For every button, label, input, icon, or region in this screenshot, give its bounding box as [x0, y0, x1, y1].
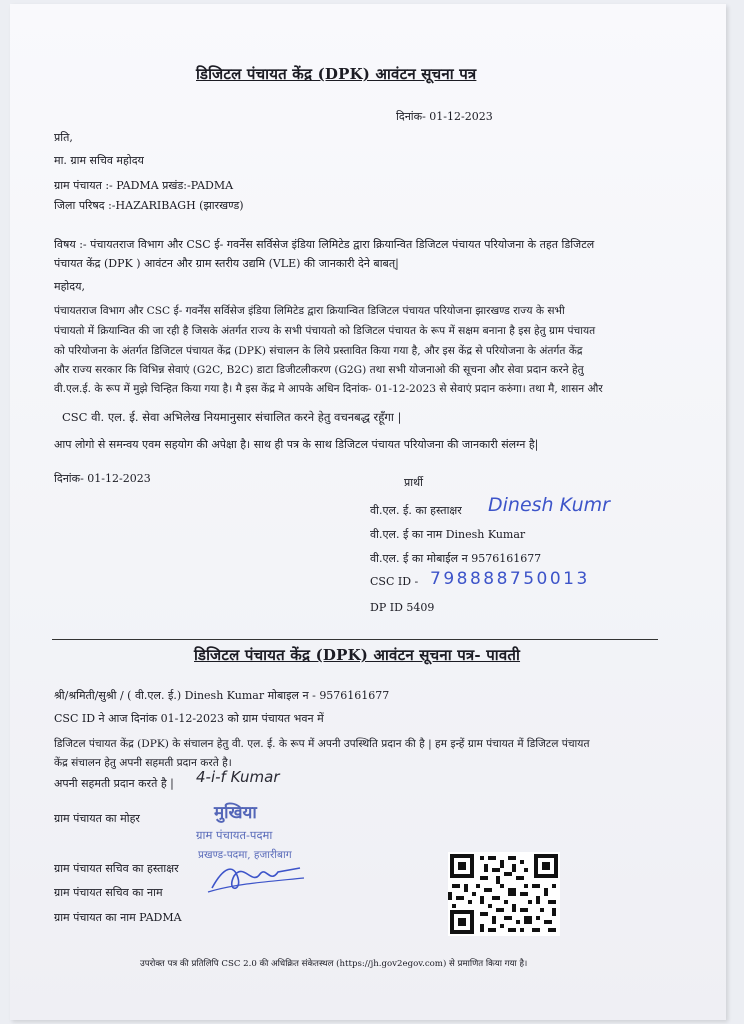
subject-line-2: पंचायत केंद्र (DPK ) आवंटन और ग्राम स्तरीय उद्यमि (VLE) की जानकारी देने बाबत्|: [54, 257, 399, 270]
body-line-3: को परियोजना के अंतर्गत डिजिटल पंचायत केंद्र (DPK) संचालन के लिये प्रस्तावित किया गया है, और इस केंद्र से परियोजना के अंतर्गत केंद्र: [54, 345, 583, 357]
notice-date: दिनांक- 01-12-2023: [396, 110, 493, 123]
dp-id-line: DP ID 5409: [370, 601, 435, 614]
vle-mobile-line: वी.एल. ई का मोबाईल न 9576161677: [370, 552, 542, 565]
prati-label: प्रति,: [54, 131, 73, 144]
consent-line: अपनी सहमती प्रदान करते है |: [54, 777, 174, 790]
salutation: महोदय,: [54, 280, 85, 293]
receipt-title: डिजिटल पंचायत केंद्र (DPK) आवंटन सूचना पत्र- पावती: [194, 646, 521, 664]
receipt-person-line: श्री/श्रमिती/सुश्री / ( वी.एल. ई.) Dinesh Kumar मोबाइल न - 9576161677: [54, 689, 390, 702]
panchayat-line: ग्राम पंचायत :- PADMA प्रखंड:-PADMA: [54, 179, 234, 192]
body-line-4: और राज्य सरकार कि विभिन्न सेवाएं (G2C, B2C) डाटा डिजीटलीकरण (G2G) तथा सभी योजनाओ की सूचना और सेवा प्रदान करने हेतु: [54, 364, 584, 376]
vle-signature-label: वी.एल. ई. का हस्ताक्षर: [370, 504, 462, 517]
applicant-label: प्रार्थी: [404, 476, 423, 489]
addressee: मा. ग्राम सचिव महोदय: [54, 154, 144, 167]
csc-id-label: CSC ID -: [370, 575, 419, 588]
request-line: आप लोगो से समन्वय एवम सहयोग की अपेक्षा है। साथ ही पत्र के साथ डिजिटल पंचायत परियोजना की जानकारी संलग्न है|: [54, 438, 539, 451]
body-line-2: पंचायतो में क्रियान्वित की जा रही है जिसके अंतर्गत राज्य के सभी पंचायतो को डिजिटल पंचायत के रूप में सक्षम बनाना है इस हेतु ग्राम पंचायत: [54, 325, 596, 337]
seal-label: ग्राम पंचायत का मोहर: [54, 812, 140, 825]
body-line-5: वी.एल.ई. के रूप में मुझे चिन्हित किया गया है। मै इस केंद्र मे आपके अधिन दिनांक- 01-12-2023 से सेवाएं प्रदान करुंगा। तथा मै, शासन और: [54, 383, 603, 395]
subject-line-1: विषय :- पंचायतराज विभाग और CSC ई- गवर्नेंस सर्विसेज इंडिया लिमिटेड द्वारा क्रियान्वित डिजिटल पंचायत परियोजना के तहत डिजिटल: [54, 238, 595, 251]
receipt-csc-line: CSC ID ने आज दिनांक 01-12-2023 को ग्राम पंचायत भवन में: [54, 712, 324, 725]
section-divider: [52, 639, 658, 640]
panchayat-name-line: ग्राम पंचायत का नाम PADMA: [54, 911, 182, 924]
stamp-line-1: ग्राम पंचायत-पदमा: [196, 828, 273, 842]
secretary-signature-mark: [204, 858, 308, 898]
qr-code: [448, 852, 560, 936]
receipt-body-line-1: डिजिटल पंचायत केंद्र (DPK) के संचालन हेतु वी. एल. ई. के रूप में अपनी उपस्थिति प्रदान की है | हम इन्हें ग्राम पंचायत में डिजिटल पंचायत: [54, 738, 590, 750]
secretary-sig-label: ग्राम पंचायत सचिव का हस्ताक्षर: [54, 862, 179, 875]
body-line-1: पंचायतराज विभाग और CSC ई- गवर्नेंस सर्विसेज इंडिया लिमिटेड द्वारा क्रियान्वित डिजिटल पंचायत परियोजना झारखण्ड राज्य के सभी: [54, 305, 565, 317]
csc-id-handwritten: 798888750013: [430, 569, 590, 589]
consent-signature: 4-i-f Kumar: [196, 768, 280, 786]
vle-signature: Dinesh Kumr: [488, 494, 610, 516]
footer-note: उपरोक्त पत्र की प्रतिलिपि CSC 2.0 की अधिक्रित संकेतस्थल (https://jh.gov2egov.com) से प्रमाणित किया गया है।: [140, 959, 528, 969]
notice-title: डिजिटल पंचायत केंद्र (DPK) आवंटन सूचना पत्र: [196, 65, 477, 83]
stamp-title: मुखिया: [214, 803, 257, 823]
district-line: जिला परिषद :-HAZARIBAGH (झारखण्ड): [54, 199, 244, 212]
csc-commitment: CSC वी. एल. ई. सेवा अभिलेख नियमानुसार संचालित करने हेतु वचनबद्ध रहूँगा |: [62, 410, 402, 424]
secretary-name-label: ग्राम पंचायत सचिव का नाम: [54, 886, 163, 899]
vle-name-line: वी.एल. ई का नाम Dinesh Kumar: [370, 528, 526, 541]
stamp-line-2: प्रखण्ड-पदमा, हजारीबाग: [198, 849, 292, 861]
receipt-body-line-2: केंद्र संचालन हेतु अपनी सहमती प्रदान करते है।: [54, 757, 232, 769]
bottom-date: दिनांक- 01-12-2023: [54, 472, 151, 485]
